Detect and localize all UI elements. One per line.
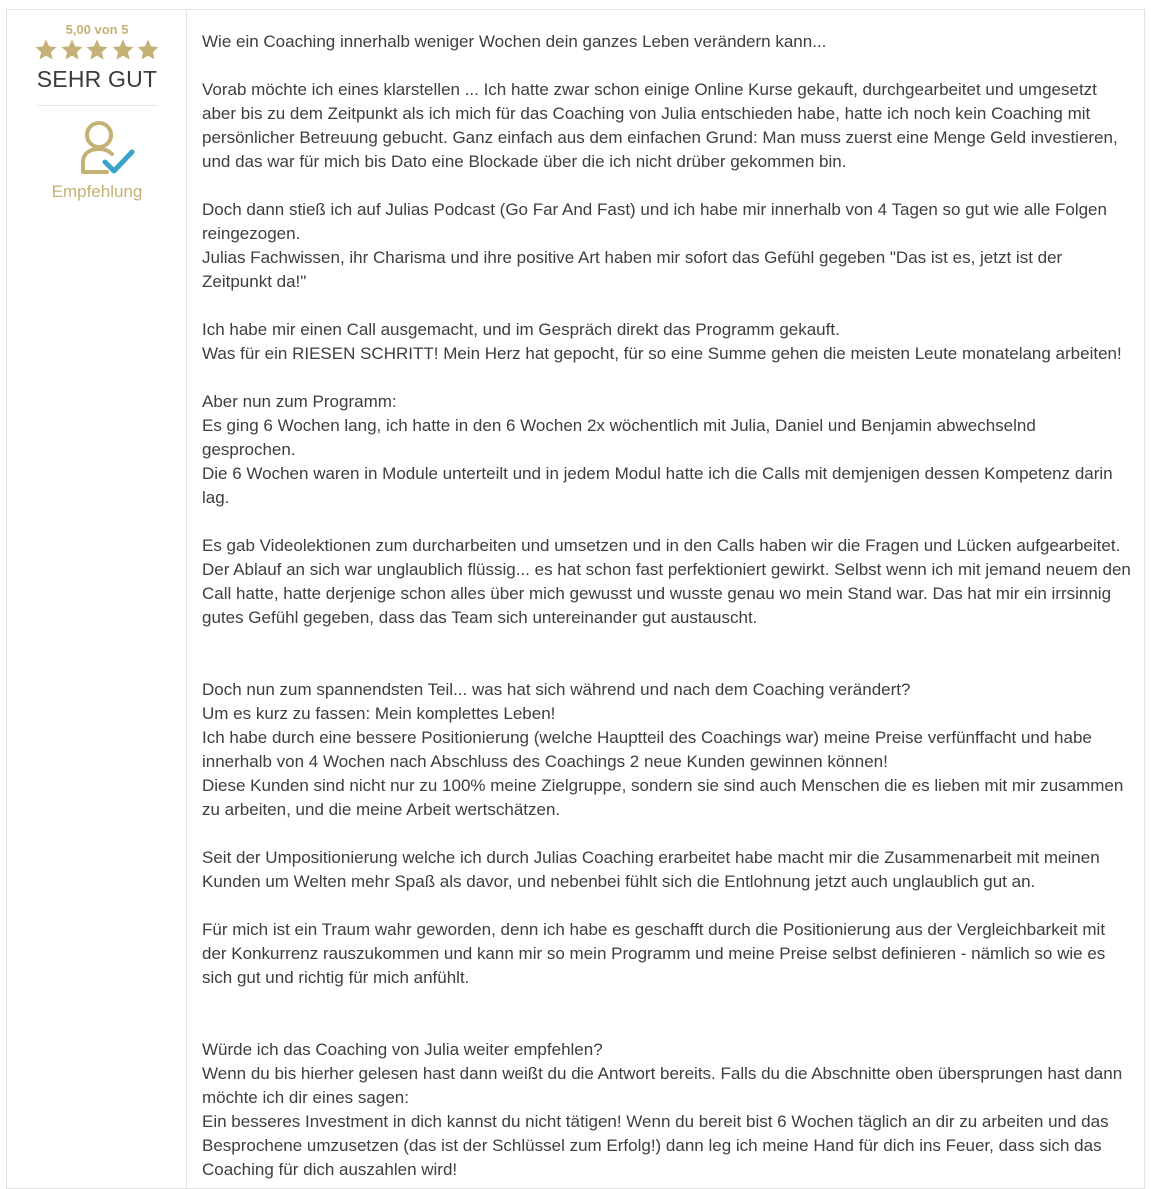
review-paragraph: Ich habe mir einen Call ausgemacht, und im Gespräch direkt das Programm gekauft. Was für ein RIESEN SCHRITT! Mein Herz hat gepocht, für so eine Summe gehen die meisten Leute monatelang arbeiten!	[202, 320, 1122, 363]
star-icon	[85, 38, 109, 62]
rating-verdict: SEHR GUT	[36, 66, 158, 92]
review-paragraph: Vorab möchte ich eines klarstellen ... Ich hatte zwar schon einige Online Kurse gekauft, durchgearbeitet und umgesetzt aber bis zu dem Zeitpunkt als ich mich für das Coaching von Julia entschieden habe, hatte ich noch kein Coaching mit persönlicher Betreuung gebucht. Ganz einfach aus dem einfachen Grund: Man muss zuerst eine Menge Geld investieren, und das war für mich bis Dato eine Blockade über die ich nicht drüber gekommen bin.	[202, 80, 1118, 171]
recommendation-label: Empfehlung	[51, 182, 143, 201]
star-icon	[111, 38, 135, 62]
review-card	[6, 9, 1145, 1189]
review-paragraph: Es gab Videolektionen zum durcharbeiten und umsetzen und in den Calls haben wir die Fragen und Lücken aufgearbeitet. Der Ablauf an sich war unglaublich flüssig... es hat schon fast perfektioniert gewirkt. Selbst wenn ich mit jemand neuem den Call hatte, hatte derjenige schon alles über mich gewusst und wusste genau wo mein Stand war. Das hat mir ein irrsinnig gutes Gefühl gegeben, dass das Team sich untereinander gut austauscht.	[202, 536, 1131, 627]
rating-sidebar	[7, 10, 187, 1188]
star-icon	[136, 38, 160, 62]
star-icon	[34, 38, 58, 62]
star-rating	[34, 38, 160, 62]
review-paragraph: Seit der Umpositionierung welche ich durch Julias Coaching erarbeitet habe macht mir die Zusammenarbeit mit meinen Kunden um Welten mehr Spaß als davor, und nebenbei fühlt sich die Entlohnung jetzt auch unglaublich gut an.	[202, 848, 1100, 891]
sidebar-divider	[37, 105, 158, 106]
review-paragraph: Für mich ist ein Traum wahr geworden, denn ich habe es geschafft durch die Positionierung aus der Vergleichbarkeit mit der Konkurrenz rauszukommen und kann mir so mein Programm und meine Preise selbst definieren - nämlich so wie es sich gut und richtig für mich anfühlt.	[202, 920, 1106, 987]
recommendation-user-check-icon	[77, 118, 135, 178]
review-paragraph: Aber nun zum Programm: Es ging 6 Wochen lang, ich hatte in den 6 Wochen 2x wöchentlich mit Julia, Daniel und Benjamin abwechselnd gesprochen. Die 6 Wochen waren in Module unterteilt und in jedem Modul hatte ich die Calls mit demjenigen dessen Kompetenz darin lag.	[202, 392, 1113, 507]
rating-score: 5,00 von 5	[65, 22, 129, 37]
review-paragraph: Doch dann stieß ich auf Julias Podcast (Go Far And Fast) und ich habe mir innerhalb von 4 Tagen so gut wie alle Folgen reingezogen. Julias Fachwissen, ihr Charisma und ihre positive Art haben mir sofort das Gefühl gegeben "Das ist es, jetzt ist der Zeitpunkt da!"	[202, 200, 1107, 291]
review-text	[202, 30, 1132, 1182]
review-paragraph: Doch nun zum spannendsten Teil... was hat sich während und nach dem Coaching verändert? Um es kurz zu fassen: Mein komplettes Leben! Ich habe durch eine bessere Positionierung (welche Hauptteil des Coachings war) meine Preise verfünffacht und habe innerhalb von 4 Wochen nach Abschluss des Coachings 2 neue Kunden gewinnen können! Diese Kunden sind nicht nur zu 100% meine Zielgruppe, sondern sie sind auch Menschen die es lieben mit mir zusammen zu arbeiten, und die meine Arbeit wertschätzen.	[202, 680, 1124, 819]
review-paragraph: Wie ein Coaching innerhalb weniger Wochen dein ganzes Leben verändern kann...	[202, 32, 827, 51]
star-icon	[60, 38, 84, 62]
review-paragraph: Würde ich das Coaching von Julia weiter empfehlen? Wenn du bis hierher gelesen hast dann weißt du die Antwort bereits. Falls du die Abschnitte oben übersprungen hast dann möchte ich dir eines sagen: Ein besseres Investment in dich kannst du nicht tätigen! Wenn du bereit bist 6 Wochen täglich an dir zu arbeiten und das Besprochene umzusetzen (das ist der Schlüssel zum Erfolg!) dann leg ich meine Hand für dich ins Feuer, dass sich das Coaching für dich auszahlen wird!	[202, 1040, 1123, 1179]
